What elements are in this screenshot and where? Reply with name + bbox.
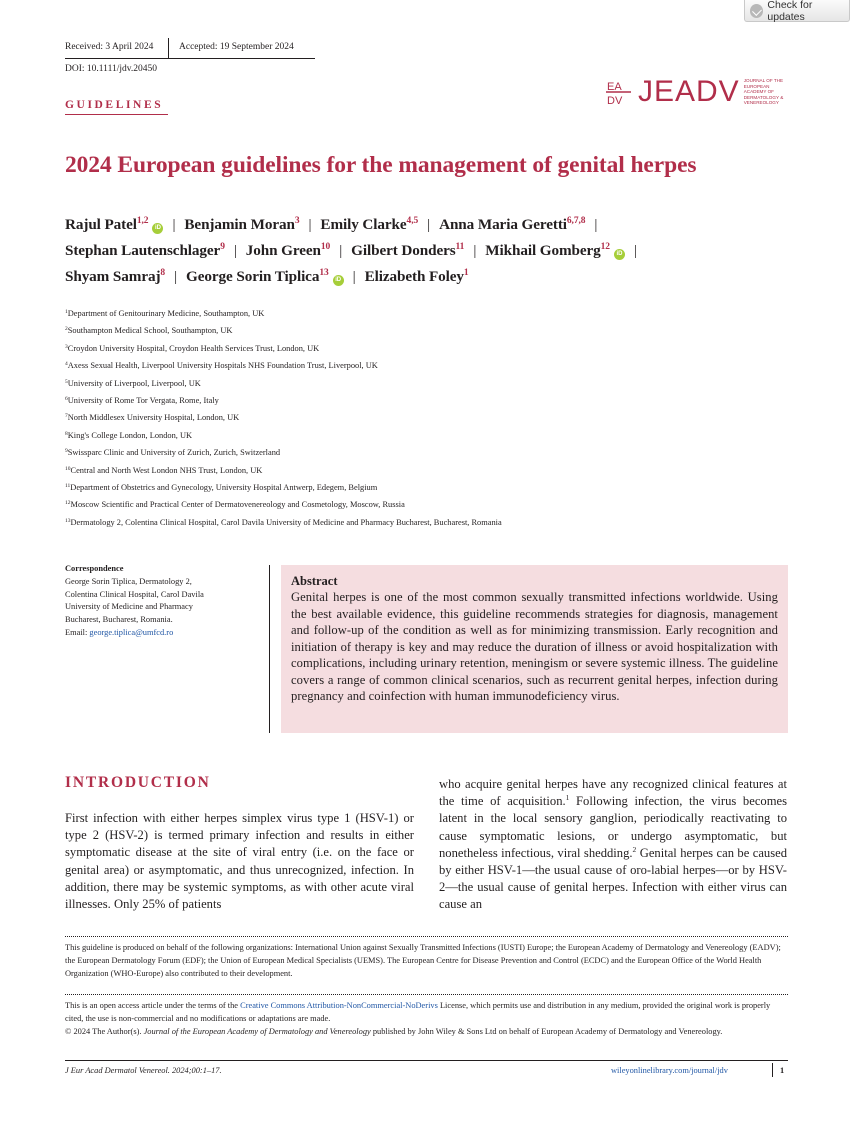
section-label: GUIDELINES <box>65 99 164 111</box>
affiliation-item <box>65 462 825 479</box>
correspondence-email-line <box>65 627 265 640</box>
check-for-updates-button[interactable] <box>744 0 850 22</box>
check-updates-icon <box>750 4 763 18</box>
correspondence-heading: Correspondence <box>65 564 124 573</box>
author-name: George Sorin Tiplica <box>186 268 320 285</box>
affiliation-text: Central and North West London NHS Trust, London, UK <box>70 465 263 475</box>
author-name: Rajul Patel <box>65 216 137 233</box>
author-affiliation-ref[interactable]: 4,5 <box>406 216 419 226</box>
affiliation-item <box>65 409 825 426</box>
body-column-left: First infection with either herpes simplex virus type 1 (HSV-1) or type 2 (HSV-2) is termed primary infection and results in either symptomatic disease at the site of viral entry (i.e. on the face or genital area) or asymptomatic, and thus unrecognized, infection. In addition, there may be systemic symptoms, as with other acute viral illnesses. Only 25% of patients <box>65 811 414 912</box>
abstract-rule <box>269 565 270 733</box>
author-separator: | <box>172 216 176 233</box>
email-label: Email: <box>65 627 90 637</box>
citation-ref[interactable]: 1 <box>565 793 570 803</box>
affiliation-text: Swissparc Clinic and University of Zurich, Zurich, Switzerland <box>67 448 281 458</box>
author-affiliation-ref[interactable]: 1 <box>463 268 469 278</box>
affiliation-number: 3 <box>65 343 68 350</box>
author <box>485 242 625 259</box>
affiliation-number: 2 <box>65 326 68 333</box>
author-list <box>65 212 795 290</box>
affiliation-number: 12 <box>65 500 71 507</box>
author-affiliation-ref[interactable]: 1,2 <box>136 216 149 226</box>
journal-logo <box>606 77 790 107</box>
affiliation-text: Croydon University Hospital, Croydon Health Services Trust, London, UK <box>67 343 320 353</box>
author-affiliation-ref[interactable]: 3 <box>294 216 300 226</box>
correspondence-line: Colentina Clinical Hospital, Carol Davila <box>65 589 204 599</box>
author-affiliation-ref[interactable]: 11 <box>455 242 465 252</box>
author-affiliation-ref[interactable]: 12 <box>600 242 610 252</box>
author-affiliation-ref[interactable]: 6,7,8 <box>566 216 586 226</box>
logo-mark-top: EA <box>607 81 622 93</box>
author-name: Anna Maria Geretti <box>439 216 567 233</box>
copyright-text <box>65 1025 788 1038</box>
body-text: Following infection, the virus becomes latent in the local sensory ganglion, periodically reactivating to cause symptomatic lesions, or undergo asymptomatic, but nonetheless infectious, viral shedding. <box>439 794 787 860</box>
logo-wordmark: JEADV <box>638 75 740 108</box>
footer-citation: J Eur Acad Dermatol Venereol. 2024;00:1–17. <box>65 1066 222 1075</box>
doi: DOI: 10.1111/jdv.20450 <box>65 64 158 74</box>
page-number: 1 <box>780 1066 785 1075</box>
footnote-divider <box>65 936 788 937</box>
copyright-post: published by John Wiley & Sons Ltd on behalf of European Academy of Dermatology and Venereology. <box>370 1027 723 1036</box>
orcid-icon[interactable]: iD <box>152 223 163 234</box>
affiliation-number: 6 <box>65 396 68 403</box>
author-name: John Green <box>245 242 321 259</box>
author-separator: | <box>594 216 598 233</box>
affiliation-number: 9 <box>65 448 68 455</box>
author-name: Mikhail Gomberg <box>485 242 601 259</box>
affiliation-item <box>65 357 825 374</box>
affiliation-item <box>65 444 825 461</box>
affiliation-text: King's College London, London, UK <box>67 430 193 440</box>
author-affiliation-ref[interactable]: 10 <box>320 242 331 252</box>
license-pre: This is an open access article under the terms of the <box>65 1001 241 1010</box>
logo-tagline: JOURNAL OF THE EUROPEAN ACADEMY OF DERMATOLOGY & VENEREOLOGY <box>743 78 784 106</box>
affiliation-text: Department of Genitourinary Medicine, Southampton, UK <box>67 309 265 318</box>
author-separator: | <box>233 242 237 259</box>
body-text: Genital herpes can be caused by either HSV-1—the usual cause of oro-labial herpes—or by HSV-2—the usual cause of genital herpes. Infection with either virus can cause an <box>439 845 787 912</box>
correspondence <box>65 563 265 640</box>
author <box>184 216 299 233</box>
eadv-mark-icon <box>606 79 632 105</box>
orcid-icon[interactable]: iD <box>614 249 625 260</box>
footer-rule <box>65 1060 788 1061</box>
email-link[interactable]: george.tiplica@umfcd.ro <box>89 627 174 637</box>
author-separator: | <box>339 242 343 259</box>
author-name: Elizabeth Foley <box>364 268 464 285</box>
footer-divider <box>772 1063 773 1077</box>
copyright-journal: Journal of the European Academy of Dermatology and Venereology <box>143 1027 371 1036</box>
logo-mark-bottom: DV <box>607 95 623 105</box>
affiliation-text: Dermatology 2, Colentina Clinical Hospital, Carol Davila University of Medicine and Pharmacy Bucharest, Bucharest, Romania <box>70 517 502 527</box>
license-notice <box>65 999 788 1038</box>
citation-ref[interactable]: 2 <box>632 844 637 854</box>
abstract-heading: Abstract <box>291 574 338 588</box>
affiliation-number: 1 <box>65 309 68 315</box>
license-text <box>65 999 788 1025</box>
abstract-text: Genital herpes is one of the most common sexually transmitted infections worldwide. Using the best available evidence, this guideline recommends strategies for diagnosis, management and follow-up of the condition as well as for minimizing transmission. Early recognition and initiation of therapy is key and may reduce the duration of illness or avoid hospitalization with complications, including urinary retention, meningism or severe systemic illness. The guideline covers a range of common clinical scenarios, such as recurrent genital herpes, infection during pregnancy and coinfection with human immunodeficiency virus. <box>291 590 778 703</box>
author-separator: | <box>427 216 431 233</box>
affiliations <box>65 305 825 531</box>
author <box>365 268 469 285</box>
author-separator: | <box>352 268 356 285</box>
author-name: Benjamin Moran <box>184 216 295 233</box>
author-separator: | <box>174 268 178 285</box>
affiliation-number: 5 <box>65 378 68 385</box>
author-name: Stephan Lautenschlager <box>65 242 221 259</box>
footnote-organizations: This guideline is produced on behalf of the following organizations: International Union against Sexually Transmitted Infections (IUSTI) Europe; the European Academy of Dermatology and Venereology (EADV); the European Dermatology Forum (EDF); the Union of European Medical Specialists (UEMS). The European Centre for Disease Prevention and Control (ECDC) and the European Office of the World Health Organization (WHO-Europe) also contributed to their development. <box>65 943 781 978</box>
affiliation-number: 13 <box>65 517 71 524</box>
affiliation-text: Department of Obstetrics and Gynecology, University Hospital Antwerp, Edegem, Belgium <box>70 483 378 493</box>
affiliation-text: University of Rome Tor Vergata, Rome, Italy <box>67 396 219 406</box>
correspondence-line: University of Medicine and Pharmacy <box>65 602 193 612</box>
correspondence-line: George Sorin Tiplica, Dermatology 2, <box>65 576 192 586</box>
affiliation-text: University of Liverpool, Liverpool, UK <box>67 378 201 388</box>
affiliation-item <box>65 340 825 357</box>
author-affiliation-ref[interactable]: 8 <box>160 268 166 278</box>
author-separator: | <box>633 242 637 259</box>
correspondence-line: Bucharest, Bucharest, Romania. <box>65 615 173 625</box>
author <box>186 268 344 285</box>
body-column-right <box>439 776 787 914</box>
affiliation-item <box>65 322 825 339</box>
affiliation-number: 7 <box>65 413 68 420</box>
author-name: Gilbert Donders <box>351 242 456 259</box>
affiliation-item <box>65 427 825 444</box>
affiliation-item <box>65 479 825 496</box>
author <box>439 216 585 233</box>
affiliation-number: 8 <box>65 430 68 437</box>
introduction-heading: INTRODUCTION <box>65 774 211 791</box>
affiliation-number: 10 <box>65 465 71 472</box>
affiliation-item <box>65 375 825 392</box>
author-affiliation-ref[interactable]: 9 <box>220 242 225 252</box>
accepted-date: Accepted: 19 September 2024 <box>179 42 294 52</box>
author-separator: | <box>473 242 477 259</box>
author-name: Shyam Samraj <box>65 268 161 285</box>
section-label-underline <box>65 114 168 115</box>
affiliation-text: North Middlesex University Hospital, London, UK <box>67 413 240 423</box>
license-post: License, which permits use and distribution in any medium, provided the original work is properly cited, the use is non-commercial and no modifications or adaptations are made. <box>65 1001 771 1023</box>
body-text: who acquire genital herpes have any recognized clinical features at the time of acquisition. <box>439 777 787 809</box>
affiliation-item <box>65 392 825 409</box>
copyright-pre: © 2024 The Author(s). <box>65 1027 144 1036</box>
author <box>351 242 464 259</box>
article-title: 2024 European guidelines for the management of genital herpes <box>65 152 697 178</box>
author <box>65 242 225 259</box>
meta-rule <box>65 58 315 59</box>
license-divider <box>65 994 788 995</box>
author-affiliation-ref[interactable]: 13 <box>319 268 329 278</box>
author <box>246 242 330 259</box>
license-link[interactable]: Creative Commons Attribution-NonCommercial-NoDerivs <box>240 1001 438 1010</box>
affiliation-text: Southampton Medical School, Southampton, UK <box>67 326 233 336</box>
author-name: Emily Clarke <box>320 216 407 233</box>
affiliation-text: Moscow Scientific and Practical Center of Dermatovenereology and Cosmetology, Moscow, Russia <box>70 500 405 510</box>
affiliation-item <box>65 305 825 322</box>
received-date: Received: 3 April 2024 <box>65 42 154 52</box>
author <box>65 268 165 285</box>
affiliation-number: 4 <box>65 361 68 368</box>
author <box>320 216 418 233</box>
affiliation-item <box>65 514 825 531</box>
orcid-icon[interactable]: iD <box>333 275 344 286</box>
affiliation-text: Axess Sexual Health, Liverpool University Hospitals NHS Foundation Trust, Liverpool, UK <box>67 361 378 371</box>
footer-journal-link[interactable]: wileyonlinelibrary.com/journal/jdv <box>611 1066 728 1075</box>
affiliation-item <box>65 496 825 513</box>
author-separator: | <box>308 216 312 233</box>
affiliation-number: 11 <box>65 483 71 490</box>
check-for-updates-label: Check for updates <box>767 0 813 23</box>
abstract-box <box>281 565 788 733</box>
meta-divider <box>168 38 169 58</box>
author <box>65 216 163 233</box>
